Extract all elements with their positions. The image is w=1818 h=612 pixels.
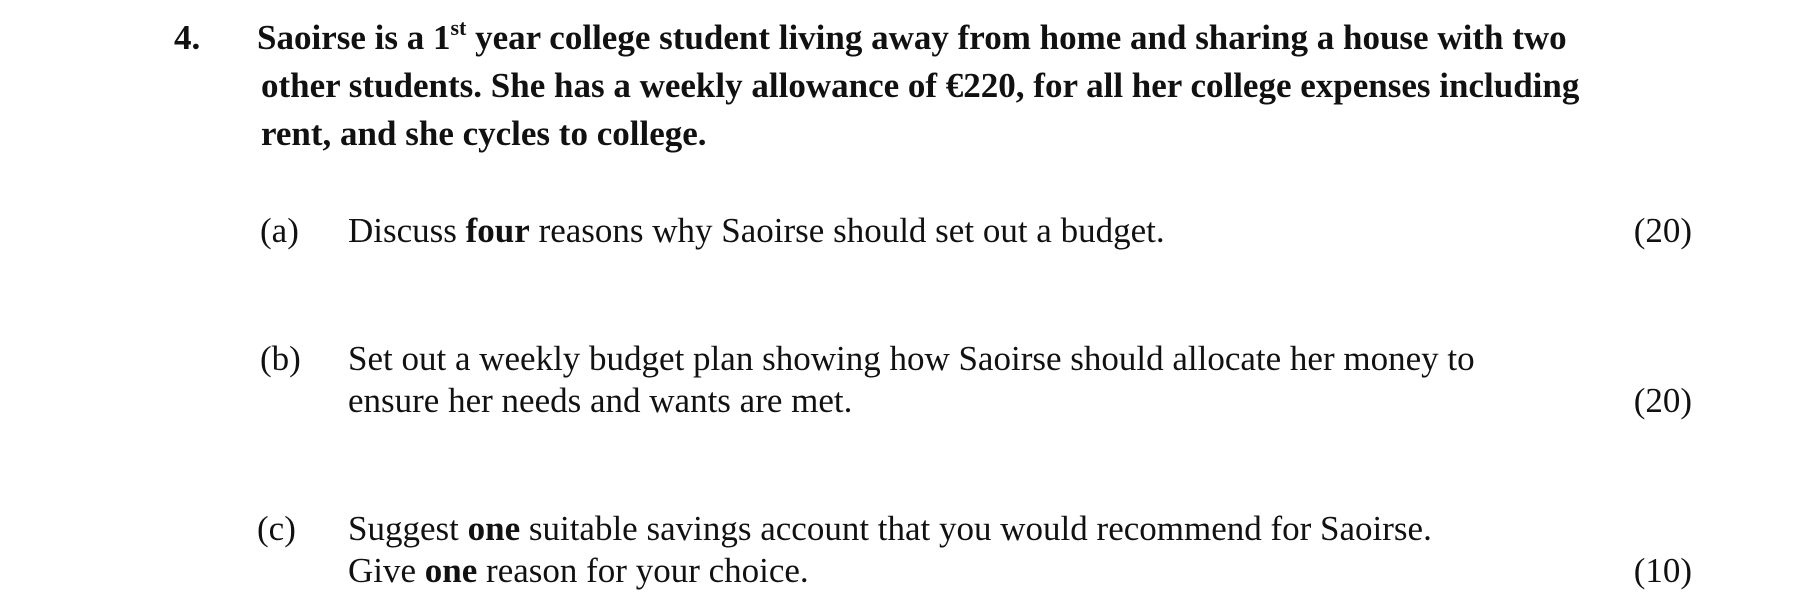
part-c-marks: (10) [1633, 551, 1692, 590]
stem-line-2: other students. She has a weekly allowance of €220, for all her college expenses including [261, 66, 1580, 105]
part-a-marks: (20) [1633, 211, 1692, 250]
part-a-label: (a) [260, 211, 299, 250]
stem-line-1: Saoirse is a 1st year college student living away from home and sharing a house with two [257, 15, 1567, 57]
part-b-text: Set out a weekly budget plan showing how Saoirse should allocate her money to ensure her needs and wants are met. [348, 339, 1475, 420]
part-b-marks: (20) [1633, 381, 1692, 420]
part-c-label: (c) [257, 509, 296, 548]
ordinal-suffix: st [450, 15, 467, 40]
part-c-text: Suggest one suitable savings account that you would recommend for Saoirse. Give one reason for your choice. [348, 509, 1432, 590]
emphasis: one [424, 551, 478, 590]
emphasis: four [465, 211, 530, 250]
stem-line-3: rent, and she cycles to college. [261, 114, 707, 153]
question-stem [257, 14, 1727, 158]
part-a-text: Discuss four reasons why Saoirse should set out a budget. [348, 211, 1165, 250]
emphasis: one [467, 509, 521, 548]
part-b-label: (b) [260, 339, 301, 378]
question-number: 4. [174, 18, 201, 57]
